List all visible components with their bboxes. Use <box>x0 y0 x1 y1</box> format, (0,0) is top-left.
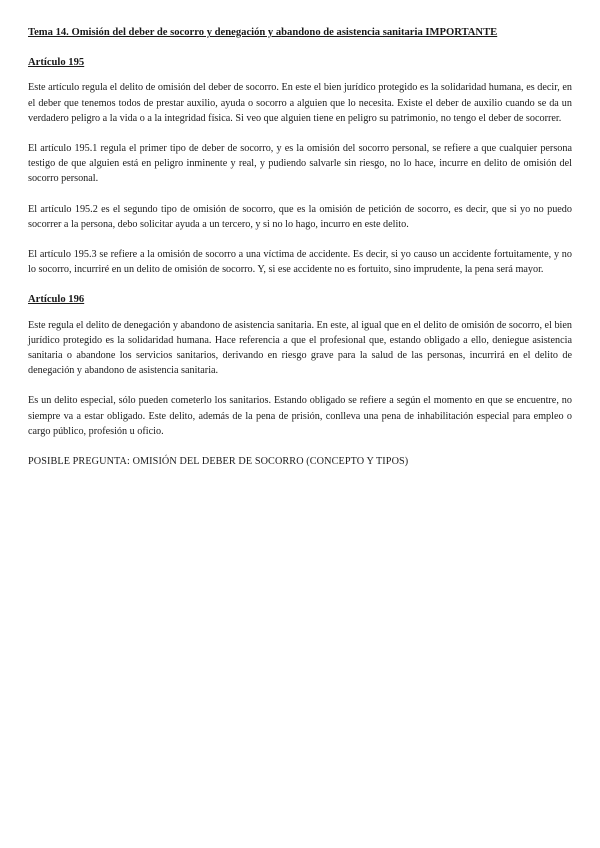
paragraph: El artículo 195.3 se refiere a la omisión de socorro a una víctima de accidente. Es decir, si yo causo un accidente fortuitamente, y no lo socorro, incurriré en un delito de omisión de socorro. Y, si ese accidente no es fortuito, sino imprudente, la pena será mayor. <box>28 249 572 276</box>
section-articulo-196 <box>28 292 572 439</box>
paragraph: El artículo 195.1 regula el primer tipo de deber de socorro, y es la omisión del socorro personal, se refiere a que cualquier persona testigo de que alguien está en peligro inminente y real, y pudiendo salvarle sin riesgo, no lo hace, incurre en delito de omisión del socorro personal. <box>28 143 572 185</box>
section-articulo-195 <box>28 55 572 277</box>
document-title: Tema 14. Omisión del deber de socorro y denegación y abandono de asistencia sanitaria IMPORTANTE <box>28 27 498 38</box>
paragraph: Este artículo regula el delito de omisión del deber de socorro. En este el bien jurídico protegido es la solidaridad humana, es decir, en el deber que tenemos todos de prestar auxilio, ayuda o socorro a alguien que lo necesita. Existe el deber de auxilio cuando se da un verdadero peligro a la vida o a la integridad física. Si veo que alguien tiene en peligro su patrimonio, no tengo el deber de socorrer. <box>28 82 572 124</box>
paragraph: Es un delito especial, sólo pueden cometerlo los sanitarios. Estando obligado se refiere a según el momento en que se encuentre, no siempre va a estar obligado. Este delito, además de la pena de prisión, conlleva una pena de inhabilitación especial para empleo o cargo público, profesión u oficio. <box>28 395 572 437</box>
paragraph: El artículo 195.2 es el segundo tipo de omisión de socorro, que es la omisión de petición de socorro, es decir, que si yo no puedo socorrer a la persona, debo solicitar ayuda a un tercero, y si no lo hago, incurro en este delito. <box>28 203 572 230</box>
paragraph: Este regula el delito de denegación y abandono de asistencia sanitaria. En este, al igual que en el delito de omisión de socorro, el bien jurídico protegido es la solidaridad humana. Hace referencia a que el profesional que, estando obligado a ello, deniegue asistencia sanitaria o abandone los servicios sanitarios, derivando en riesgo grave para la salud de las personas, incurrirá en el delito de denegación y abandono de asistencia sanitaria. <box>28 319 572 377</box>
possible-question: POSIBLE PREGUNTA: OMISIÓN DEL DEBER DE SOCORRO (CONCEPTO Y TIPOS) <box>28 456 409 468</box>
document-page <box>28 25 572 469</box>
section-heading: Artículo 195 <box>28 57 85 69</box>
section-heading: Artículo 196 <box>28 294 85 306</box>
